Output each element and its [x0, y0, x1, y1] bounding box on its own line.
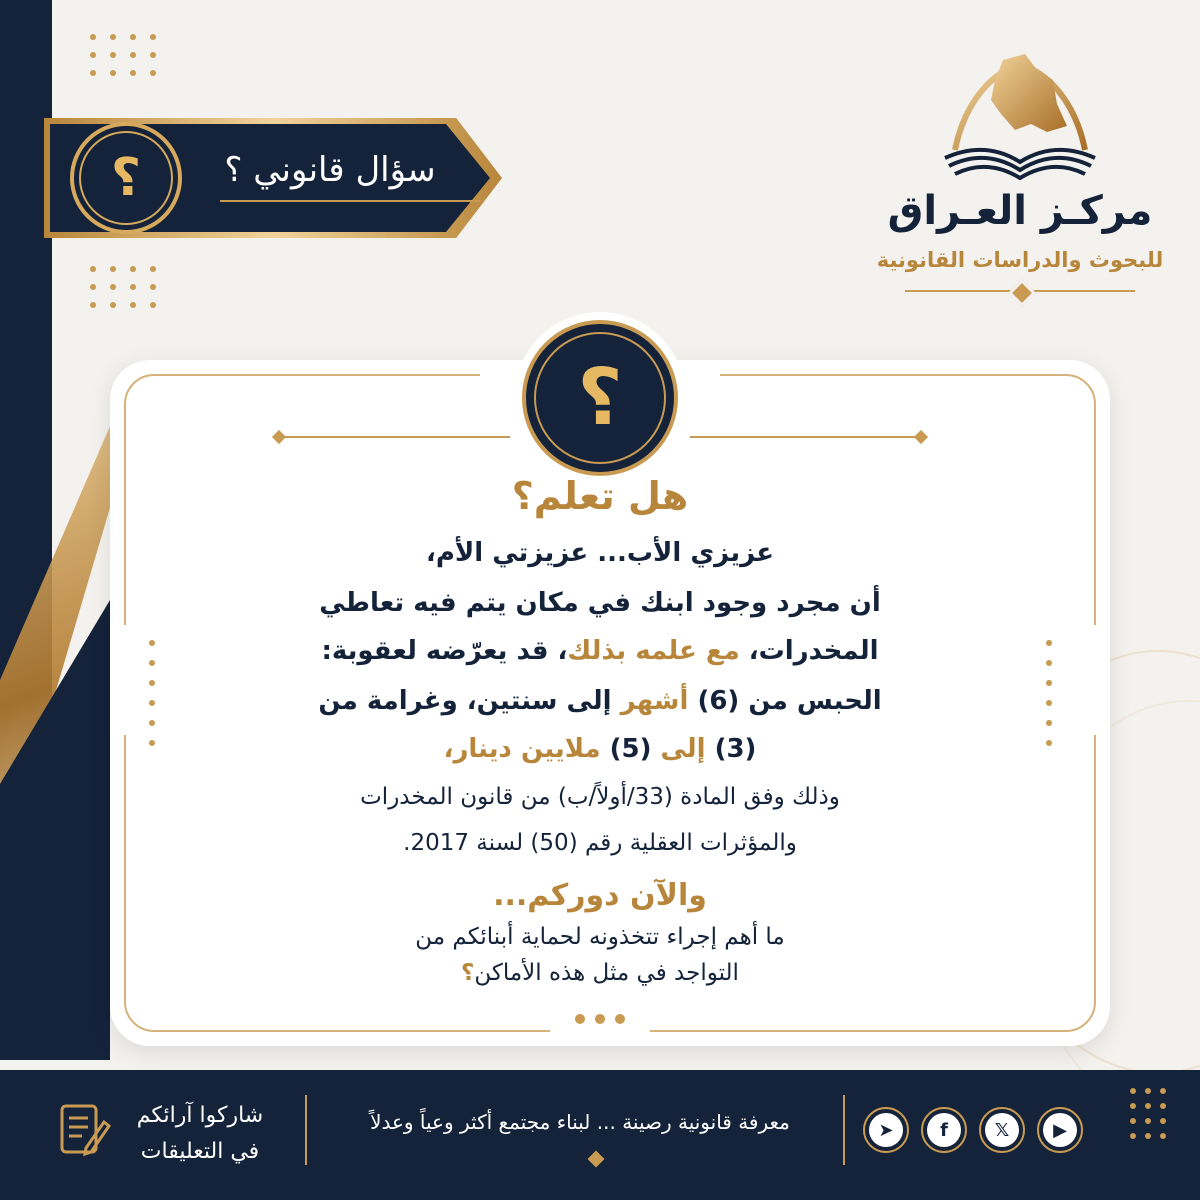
body-line-2: [200, 636, 1000, 666]
highlight-text: إلى: [660, 734, 706, 764]
text-fragment: ، قد يعرّضه لعقوبة:: [321, 636, 568, 666]
text-fragment: المخدرات،: [739, 636, 879, 666]
text-fragment: التواجد في مثل هذه الأماكن: [474, 960, 739, 986]
telegram-glyph: ➤: [869, 1113, 903, 1147]
logo: [860, 20, 1180, 320]
youtube-icon[interactable]: [1037, 1107, 1083, 1153]
question-mark-glyph: ؟: [534, 332, 666, 464]
question-line-2: [250, 960, 950, 986]
did-you-know-heading: [300, 474, 900, 518]
frame-gap: [550, 1024, 650, 1040]
highlight-text: أشهر: [620, 686, 689, 716]
question-mark-icon: [514, 312, 686, 484]
facebook-glyph: f: [927, 1113, 961, 1147]
frame-gap: [118, 625, 132, 735]
heading-text: هل تعلم؟: [511, 474, 689, 518]
body-line-3: [200, 686, 1000, 716]
x-icon[interactable]: [979, 1107, 1025, 1153]
dot-grid-decoration: [90, 266, 158, 308]
write-note-icon: [56, 1098, 112, 1162]
footer-slogan: معرفة قانونية رصينة ... لبناء مجتمع أكثر وعياً وعدلاً: [370, 1110, 790, 1134]
now-your-turn-heading: والآن دوركم...: [493, 878, 707, 913]
logo-name: مركـز العـراق: [887, 188, 1153, 234]
share-comments-text: [110, 1098, 290, 1170]
facebook-icon[interactable]: [921, 1107, 967, 1153]
ornament-line-right: [690, 436, 920, 438]
frame-gap: [1088, 625, 1102, 735]
side-dots-right: [1046, 640, 1052, 746]
question-mark-glyph: ؟: [79, 131, 173, 225]
iraq-map-book-icon: [935, 40, 1105, 180]
logo-subtitle: للبحوث والدراسات القانونية: [876, 248, 1164, 272]
footer-divider: [843, 1095, 845, 1165]
x-glyph: 𝕏: [985, 1113, 1019, 1147]
greeting: عزيزي الأب... عزيزتي الأم،: [425, 538, 775, 568]
footer-divider: [305, 1095, 307, 1165]
youtube-glyph: ▶: [1043, 1113, 1077, 1147]
share-line-2: في التعليقات: [140, 1139, 260, 1164]
telegram-icon[interactable]: [863, 1107, 909, 1153]
legal-question-banner: [30, 112, 515, 252]
banner-title: سؤال قانوني ؟: [224, 150, 436, 190]
banner-underline: [220, 200, 480, 202]
text-fragment: الحبس من (6): [688, 686, 882, 716]
diamond-ornament: [1008, 279, 1036, 307]
side-dots-left: [149, 640, 155, 746]
text-fragment: (5): [600, 734, 661, 764]
question-mark-text: ؟: [461, 960, 475, 986]
question-mark-icon: [70, 122, 182, 234]
dot-grid-decoration: [90, 34, 158, 76]
text-fragment: (3): [705, 734, 757, 764]
question-line-1: ما أهم إجراء تتخذونه لحماية أبنائكم من: [415, 924, 785, 950]
highlight-text: مع علمه بذلك: [567, 636, 740, 666]
law-reference-line-1: وذلك وفق المادة (33/أولاً/ب) من قانون المخدرات: [360, 784, 840, 810]
law-reference-line-2: والمؤثرات العقلية رقم (50) لسنة 2017.: [403, 830, 797, 856]
highlight-text: ملايين دينار،: [443, 734, 601, 764]
share-line-1: شاركوا آرائكم: [136, 1103, 264, 1128]
ornament-line-left: [280, 436, 510, 438]
body-line-1: أن مجرد وجود ابنك في مكان يتم فيه تعاطي: [319, 588, 881, 618]
bottom-dots-ornament: [570, 1014, 630, 1024]
text-fragment: إلى سنتين، وغرامة من: [318, 686, 621, 716]
dot-grid-decoration: [1130, 1088, 1166, 1139]
body-line-4: [200, 734, 1000, 764]
